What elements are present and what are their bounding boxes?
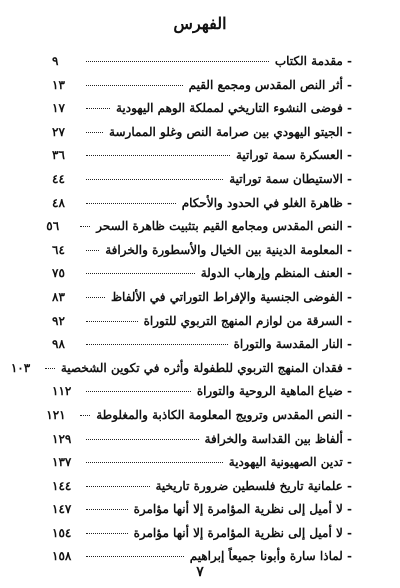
toc-entry-title: - النار المقدسة والتوراة xyxy=(233,337,352,352)
toc-entry-title: - الفوضى الجنسية والإفراط التوراتي في الألفاظ xyxy=(110,289,352,304)
toc-entry-page: ١٧ xyxy=(52,101,65,116)
toc-entry xyxy=(52,266,352,290)
toc-dot-leader xyxy=(86,85,183,86)
toc-entry xyxy=(52,337,352,361)
toc-dot-leader xyxy=(86,509,128,510)
toc-dot-leader xyxy=(86,344,228,345)
toc-entry-page: ٢٧ xyxy=(52,124,65,139)
toc-entry-title: - فقدان المنهج التربوي للطفولة وأثره في تكوين الشخصية xyxy=(60,360,352,375)
toc-entry-page: ١٥٨ xyxy=(52,549,72,564)
toc-entry-title: - العنف المنظم وإرهاب الدولة xyxy=(200,266,352,281)
toc-entry xyxy=(52,314,352,338)
toc-dot-leader xyxy=(86,297,105,298)
toc-entry xyxy=(52,196,352,220)
toc-entry xyxy=(52,290,352,314)
toc-entry-title: - علمانية تاريخ فلسطين ضرورة تاريخية xyxy=(155,478,352,493)
toc-entry-title: - أثر النص المقدس ومجمع القيم xyxy=(188,77,352,92)
toc-entry xyxy=(52,502,352,526)
toc-entry-page: ١٢٩ xyxy=(52,431,72,446)
page-title: الفهرس xyxy=(173,14,227,33)
toc-entry-title: - مقدمة الكتاب xyxy=(274,54,352,68)
toc-entry xyxy=(46,407,352,432)
toc-entry xyxy=(52,243,352,267)
toc-entry-page: ٧٥ xyxy=(52,266,65,281)
table-of-contents xyxy=(10,54,352,573)
toc-entry-page: ٣٦ xyxy=(52,148,65,163)
toc-entry-title: - النص المقدس ومجامع القيم بتثبيت ظاهرة السحر xyxy=(96,219,352,234)
toc-entry-title: - لا أميل إلى نظرية المؤامرة إلا أنها مؤامرة xyxy=(133,502,352,517)
toc-entry xyxy=(52,526,352,550)
toc-entry-title: - الجيتو اليهودي بين صرامة النص وغلو الممارسة xyxy=(109,124,352,139)
toc-entry-title: - ضياع الماهية الروحية والتوراة xyxy=(196,384,352,399)
toc-entry-title: - لا أميل إلى نظرية المؤامرة إلا أنها مؤامرة xyxy=(133,525,352,540)
toc-dot-leader xyxy=(86,250,99,251)
toc-entry-page: ٦٤ xyxy=(52,242,65,257)
toc-entry-page: ١٤٧ xyxy=(52,502,72,517)
toc-entry-page: ٥٦ xyxy=(46,219,60,234)
toc-entry xyxy=(52,54,352,78)
toc-entry-title: - ظاهرة الغلو في الحدود والأحكام xyxy=(181,195,352,210)
toc-entry-page: ٩ xyxy=(52,54,59,68)
toc-entry xyxy=(52,384,352,408)
toc-entry-page: ١٢١ xyxy=(46,407,66,422)
toc-entry-title: - تدين الصهيونية اليهودية xyxy=(228,455,352,470)
toc-entry-page: ١٤٤ xyxy=(52,478,72,493)
toc-dot-leader xyxy=(86,556,184,557)
toc-dot-leader xyxy=(86,439,199,440)
toc-entry xyxy=(52,148,352,172)
toc-entry-page: ١٥٤ xyxy=(52,525,72,540)
toc-dot-leader xyxy=(86,533,128,534)
toc-entry-page: ٤٨ xyxy=(52,195,65,210)
toc-dot-leader xyxy=(80,226,90,227)
toc-entry-title: - السرقة من لوازم المنهج التربوي للتوراة xyxy=(143,313,352,328)
toc-dot-leader xyxy=(86,203,176,204)
toc-entry xyxy=(52,78,352,102)
toc-entry-title: - المعلومة الدينية بين الخيال والأسطورة والخرافة xyxy=(105,242,352,257)
toc-entry-page: ٨٣ xyxy=(52,289,65,304)
toc-dot-leader xyxy=(86,155,230,156)
toc-entry-title: - فوضى النشوء التاريخي لمملكة الوهم اليهودية xyxy=(115,101,352,116)
toc-dot-leader xyxy=(80,415,90,416)
toc-entry-title: - ألفاظ بين القداسة والخرافة xyxy=(204,431,352,446)
toc-entry xyxy=(52,125,352,149)
toc-dot-leader xyxy=(86,179,223,180)
toc-entry xyxy=(52,455,352,479)
toc-entry xyxy=(52,432,352,456)
toc-entry-title: - الاستيطان سمة توراتية xyxy=(229,171,352,186)
toc-entry-title: - لماذا سارة وأبونا جميعاً إبراهيم xyxy=(189,549,352,564)
toc-entry xyxy=(52,101,352,125)
toc-entry-page: ١١٢ xyxy=(52,384,72,399)
toc-dot-leader xyxy=(86,321,138,322)
toc-dot-leader xyxy=(86,462,223,463)
toc-entry xyxy=(10,360,352,385)
toc-entry-page: ١٣٧ xyxy=(52,455,72,470)
toc-entry xyxy=(46,219,352,243)
toc-entry-page: ٤٤ xyxy=(52,171,65,186)
toc-entry-title: - العسكرة سمة توراتية xyxy=(235,148,352,163)
toc-dot-leader xyxy=(86,108,110,109)
toc-entry-page: ١٣ xyxy=(52,77,65,92)
toc-dot-leader xyxy=(86,273,195,274)
toc-entry-page: ١٠٣ xyxy=(10,360,31,375)
toc-dot-leader xyxy=(86,61,269,62)
toc-dot-leader xyxy=(86,132,103,133)
page-number: ٧ xyxy=(196,564,204,580)
toc-dot-leader xyxy=(86,391,191,392)
toc-entry xyxy=(52,479,352,503)
toc-dot-leader xyxy=(45,368,55,369)
toc-entry-page: ٩٢ xyxy=(52,313,65,328)
toc-entry-page: ٩٨ xyxy=(52,337,65,352)
toc-dot-leader xyxy=(86,486,150,487)
toc-entry xyxy=(52,172,352,196)
toc-entry-title: - النص المقدس وترويج المعلومة الكاذبة والمغلوطة xyxy=(96,407,352,422)
